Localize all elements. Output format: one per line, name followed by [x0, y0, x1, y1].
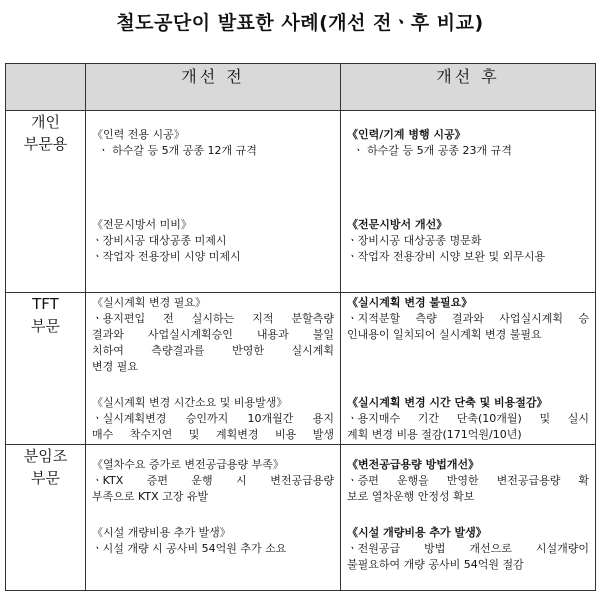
sub-item [86, 187, 340, 265]
category-cell [6, 293, 86, 445]
header-after: 개선 후 [341, 64, 596, 111]
sub-line: ㆍ용지편입 전 실시하는 지적 분할측량 [92, 312, 334, 325]
sub-heading: 《실시계획 변경 시간소요 및 비용발생》 [92, 396, 288, 409]
sub-item [341, 517, 595, 573]
page-title: 철도공단이 발표한 사례(개선 전ㆍ후 비교) [116, 12, 484, 34]
sub-line: ㆍ증편 운행을 반영한 변전공급용량 확 [347, 474, 589, 487]
header-before: 개선 전 [86, 64, 341, 111]
sub-heading: 《인력 전용 시공》 [92, 128, 185, 141]
sub-line: ㆍ시설 개량 시 공사비 54억원 추가 소요 [92, 542, 287, 555]
sub-heading: 《변전공급용량 방법개선》 [347, 458, 480, 471]
sub-item [341, 111, 595, 187]
sub-item [86, 391, 340, 443]
sub-heading: 《시설 개량비용 추가 발생》 [347, 526, 487, 539]
after-cell [341, 111, 596, 293]
sub-line: 계획 변경 비용 절감(171억원/10년) [347, 428, 522, 441]
sub-heading: 《전문시방서 개선》 [347, 218, 448, 231]
sub-line: ㆍ장비시공 대상공종 명문화 [347, 234, 482, 247]
category-line: 부문 [31, 469, 60, 487]
category-cell [6, 111, 86, 293]
category-line: TFT [32, 295, 59, 313]
comparison-table [5, 63, 596, 591]
sub-line: ㆍ지적분할 측량 결과와 사업실시계획 승 [347, 312, 589, 325]
sub-heading: 《시설 개량비용 추가 발생》 [92, 526, 231, 539]
sub-line: ㆍ 하수갈 등 5개 공종 23개 규격 [353, 144, 512, 157]
sub-line: ㆍ 하수갈 등 5개 공종 12개 규격 [98, 144, 257, 157]
sub-heading: 《인력/기계 병행 시공》 [347, 128, 466, 141]
sub-item [86, 111, 340, 187]
sub-line: ㆍ전원공급 방법 개선으로 시설개량이 [347, 542, 589, 555]
table-row [6, 111, 596, 293]
header-row [6, 64, 596, 111]
before-cell [86, 111, 341, 293]
sub-line: 결과와 사업실시계획승인 내용과 불일 [92, 328, 334, 341]
sub-heading: 《열차수요 증가로 변전공급용량 부족》 [92, 458, 284, 471]
table-row [6, 445, 596, 591]
sub-item [86, 445, 340, 517]
sub-line: 부족으로 KTX 고장 유발 [92, 490, 209, 503]
sub-line: 불필요하여 개량 공사비 54억원 절감 [347, 558, 524, 571]
category-line: 개인 [31, 113, 60, 131]
category-line: 부문 [31, 317, 60, 335]
sub-line: ㆍ작업자 전용장비 시양 미제시 [92, 250, 241, 263]
sub-item [86, 517, 340, 557]
corner-cell [6, 64, 86, 111]
category-cell [6, 445, 86, 591]
sub-item [341, 187, 595, 265]
sub-line: ㆍ실시계획변경 승인까지 10개월간 용지 [92, 412, 334, 425]
before-cell [86, 445, 341, 591]
table-row [6, 293, 596, 445]
sub-heading: 《실시계획 변경 불필요》 [347, 296, 473, 309]
sub-line: 변경 필요 [92, 360, 139, 373]
sub-heading: 《실시계획 변경 필요》 [92, 296, 207, 309]
category-line: 부문용 [23, 135, 68, 153]
sub-line: ㆍKTX 증편 운행 시 변전공급용량 [92, 474, 334, 487]
category-line: 분임조 [23, 447, 68, 465]
after-cell [341, 293, 596, 445]
sub-line: ㆍ작업자 전용장비 시양 보완 및 외무시용 [347, 250, 546, 263]
sub-line: 치하여 측량결과를 반영한 실시계획 [92, 344, 334, 357]
sub-heading: 《전문시방서 미비》 [92, 218, 192, 231]
sub-item [341, 445, 595, 517]
sub-item [341, 293, 595, 391]
sub-item [86, 293, 340, 391]
after-cell [341, 445, 596, 591]
sub-item [341, 391, 595, 443]
sub-heading: 《실시계획 변경 시간 단축 및 비용절감》 [347, 396, 548, 409]
sub-line: 인내용이 일치되어 실시계획 변경 불필요 [347, 328, 542, 341]
sub-line: 매수 착수지연 및 계획변경 비용 발생 [92, 428, 334, 441]
before-cell [86, 293, 341, 445]
sub-line: 보로 열차운행 안정성 확보 [347, 490, 475, 503]
sub-line: ㆍ장비시공 대상공종 미제시 [92, 234, 227, 247]
sub-line: ㆍ용지매수 기간 단축(10개월) 및 실시 [347, 412, 589, 425]
